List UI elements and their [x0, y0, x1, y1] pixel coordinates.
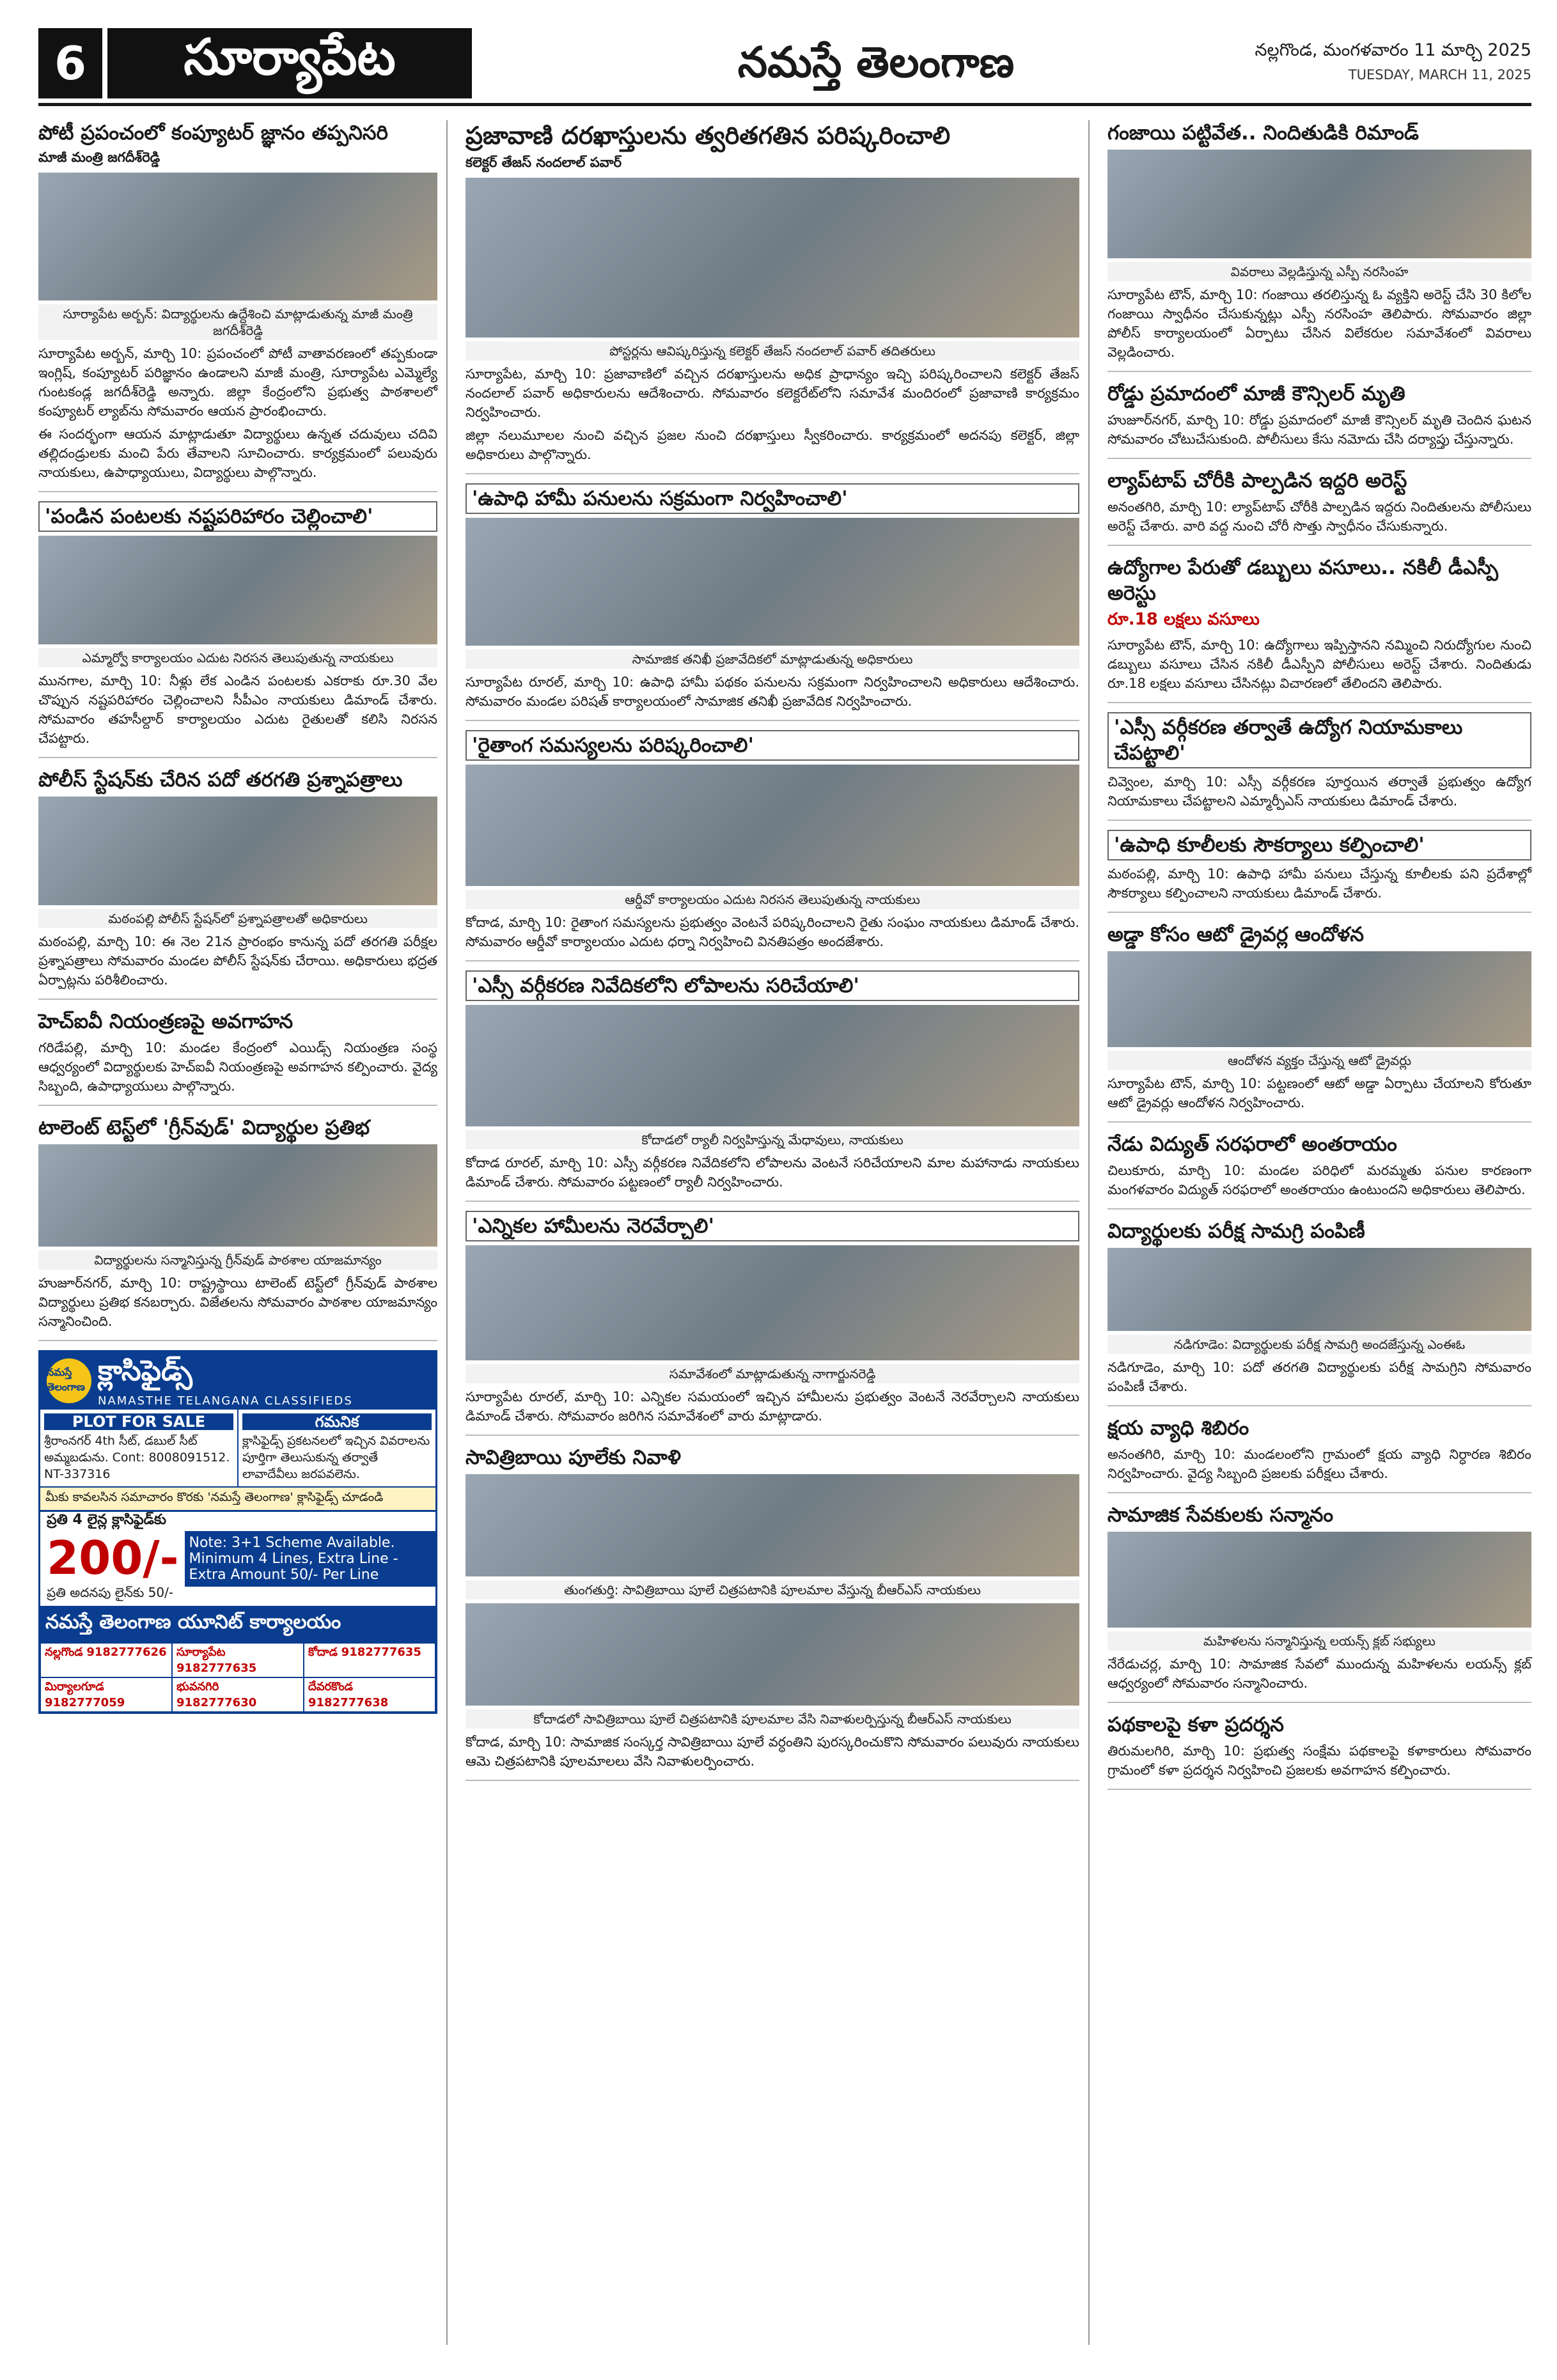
notice-text: క్లాసిఫైడ్స్ ప్రకటనలలో ఇచ్చిన వివరాలను పూర్తిగా తెలుసుకున్న తర్వాతే లావాదేవీలు జరపవలెను.	[242, 1434, 430, 1481]
story-tb-camp	[1107, 1415, 1531, 1493]
story-text: సూర్యాపేట, మార్చి 10: ప్రజావాణిలో వచ్చిన దరఖాస్తులను అధిక ప్రాధాన్యం ఇచ్చి పరిష్కరించాలని కలెక్టర్ తేజస్ నందలాల్ పవార్ అధికారులను ఆదేశించారు. సోమవారం కలెక్టరేట్‌లోని సమావేశ మందిరంలో ప్రజావాణి కార్యక్రమం నిర్వహించారు.	[466, 366, 1079, 420]
story-text: సూర్యాపేట రూరల్, మార్చి 10: ఉపాధి హామీ పథకం పనులను సక్రమంగా నిర్వహించాలని అధికారులు ఆదేశించారు. సోమవారం మండల పరిషత్ కార్యాలయంలో సామాజిక తనిఖీ ప్రజావేదిక నిర్వహించారు.	[466, 674, 1079, 709]
photo-caption: పోస్టర్లను ఆవిష్కరిస్తున్న కలెక్టర్ తేజస్ నందలాల్ పవార్ తదితరులు	[466, 341, 1079, 361]
newspaper-brand: నమస్తే తెలంగాణ	[737, 38, 1015, 87]
story-photo	[466, 518, 1079, 646]
story-text: నేరేడుచర్ల, మార్చి 10: సామాజిక సేవలో ముందున్న మహిళలను లయన్స్ క్లబ్ ఆధ్వర్యంలో సోమవారం సన్మానించారు.	[1107, 1656, 1531, 1691]
story-text: గరిడేపల్లి, మార్చి 10: మండల కేంద్రంలో ఎయిడ్స్ నియంత్రణ సంస్థ ఆధ్వర్యంలో విద్యార్థులకు హెచ్‌ఐవీ నియంత్రణపై అవగాహన కల్పించారు. వైద్య సిబ్బంది, ఉపాధ్యాయులు పాల్గొన్నారు.	[38, 1040, 437, 1094]
headline: హెచ్‌ఐవీ నియంత్రణపై అవగాహన	[38, 1010, 293, 1033]
headline: టాలెంట్ టెస్ట్‌లో 'గ్రీన్‌వుడ్' విద్యార్థుల ప్రతిభ	[38, 1116, 370, 1139]
headline: 'పండిన పంటలకు నష్టపరిహారం చెల్లించాలి'	[38, 501, 437, 532]
notice-box	[239, 1410, 435, 1486]
story-photo	[38, 173, 437, 300]
phone-number: 9182777635	[341, 1645, 421, 1659]
story-text: ఈ సందర్భంగా ఆయన మాట్లాడుతూ విద్యార్థులు ఉన్నత చదువులు చదివి తల్లిదండ్రులకు మంచి పేరు తేవాలని సూచించారు. కార్యక్రమంలో పలువురు నాయకులు, ఉపాధ్యాయులు, విద్యార్థులు పాల్గొన్నారు.	[38, 426, 437, 480]
phone-number: 9182777059	[45, 1696, 125, 1709]
headline: 'ఉపాధి హామీ పనులను సక్రమంగా నిర్వహించాలి'	[466, 483, 1079, 514]
story-fake-dsp	[1107, 555, 1531, 703]
classifieds-subtitle: NAMASTHE TELANGANA CLASSIFIEDS	[98, 1394, 353, 1408]
photo-caption: కోదాడలో సావిత్రిబాయి పూలే చిత్రపటానికి పూలమాల వేసి నివాళులర్పిస్తున్న బీఆర్‌ఎస్ నాయకులు	[466, 1709, 1079, 1729]
headline: ప్రజావాణి దరఖాస్తులను త్వరితగతిన పరిష్కరించాలి	[466, 121, 951, 150]
story-text: సూర్యాపేట రూరల్, మార్చి 10: ఎన్నికల సమయంలో ఇచ్చిన హామీలను ప్రభుత్వం వెంటనే నెరవేర్చాలని నాయకులు డిమాండ్ చేశారు. సోమవారం జరిగిన సమావేశంలో వారు మాట్లాడారు.	[466, 1389, 1079, 1424]
story-text: సూర్యాపేట టౌన్, మార్చి 10: ఉద్యోగాలు ఇప్పిస్తానని నమ్మించి నిరుద్యోగుల నుంచి డబ్బులు వసూలు చేసిన నకిలీ డీఎస్పీని పోలీసులు అరెస్ట్ చేశారు. నిందితుడు రూ.18 లక్షలు వసూలు చేసినట్లు విచారణలో తేలిందని తెలిపారు.	[1107, 637, 1531, 691]
headline: 'ఎస్సీ వర్గీకరణ తర్వాతే ఉద్యోగ నియామకాలు చేపట్టాలి'	[1107, 712, 1531, 768]
story-text: జిల్లా నలుమూలల నుంచి వచ్చిన ప్రజల నుంచి దరఖాస్తులు స్వీకరించారు. కార్యక్రమంలో అదనపు కలెక్టర్, జిల్లా అధికారులు పాల్గొన్నారు.	[466, 428, 1079, 462]
rate-amount: 200/-	[47, 1531, 179, 1585]
story-text: కోదాడ రూరల్, మార్చి 10: ఎస్సీ వర్గీకరణ నివేదికలోని లోపాలను వెంటనే సరిచేయాలని మాల మహానాడు నాయకులు డిమాండ్ చేశారు. సోమవారం పట్టణంలో ర్యాలీ నిర్వహించారు.	[466, 1155, 1079, 1190]
photo-caption: మఠంపల్లి పోలీస్ స్టేషన్‌లో ప్రశ్నాపత్రాలతో అధికారులు	[38, 909, 437, 928]
story-upadhi-hami	[466, 483, 1079, 721]
story-text: అనంతగిరి, మార్చి 10: ల్యాప్‌టాప్ చోరీకి పాల్పడిన ఇద్దరు నిందితులను పోలీసులు అరెస్ట్ చేశారు. వారి వద్ద నుంచి చోరీ సొత్తు స్వాధీనం చేసుకున్నారు.	[1107, 499, 1531, 534]
photo-caption: విద్యార్థులను సన్మానిస్తున్న గ్రీన్‌వుడ్ పాఠశాల యాజమాన్యం	[38, 1250, 437, 1270]
plot-for-sale-ad	[40, 1410, 239, 1486]
story-text: కోదాడ, మార్చి 10: రైతాంగ సమస్యలను ప్రభుత్వం వెంటనే పరిష్కరించాలని రైతు సంఘం నాయకులు డిమాండ్ చేశారు. సోమవారం ఆర్డీవో కార్యాలయం ఎదుట ధర్నా నిర్వహించి వినతిపత్రం అందజేశారు.	[466, 915, 1079, 949]
photo-caption: ఆర్డీవో కార్యాలయం ఎదుట నిరసన తెలుపుతున్న నాయకులు	[466, 890, 1079, 909]
story-photo	[1107, 1248, 1531, 1331]
plot-tag: PLOT FOR SALE	[44, 1413, 233, 1430]
headline: గంజాయి పట్టివేత.. నిందితుడికి రిమాండ్	[1107, 121, 1419, 144]
phone-number: 9182777630	[176, 1696, 257, 1709]
story-photo	[466, 1474, 1079, 1576]
masthead	[38, 24, 1531, 106]
phone-entry: మిర్యాలగూడ 9182777059	[40, 1677, 172, 1712]
story-computer-knowledge	[38, 120, 437, 492]
story-laptop-theft	[1107, 468, 1531, 546]
photo-caption: ఎమ్మార్వో కార్యాలయం ఎదుట నిరసన తెలుపుతున్న నాయకులు	[38, 648, 437, 667]
rate-label: ప్రతి 4 లైన్ల క్లాసిఫైడ్‌కు	[47, 1512, 167, 1528]
story-text: హుజూర్‌నగర్, మార్చి 10: రోడ్డు ప్రమాదంలో మాజీ కౌన్సిలర్ మృతి చెందిన ఘటన సోమవారం చోటుచేసుకుంది. పోలీసులు కేసు నమోదు చేసి దర్యాప్తు చేస్తున్నారు.	[1107, 412, 1531, 447]
story-photo	[466, 1005, 1079, 1126]
photo-caption: వివరాలు వెల్లడిస్తున్న ఎస్పీ నరసింహ	[1107, 262, 1531, 281]
photo-caption: మహిళలను సన్మానిస్తున్న లయన్స్ క్లబ్ సభ్యులు	[1107, 1631, 1531, 1651]
story-text: అనంతగిరి, మార్చి 10: మండలంలోని గ్రామంలో క్షయ వ్యాధి నిర్ధారణ శిబిరం నిర్వహించారు. వైద్య సిబ్బంది ప్రజలకు పరీక్షలు చేశారు.	[1107, 1447, 1531, 1481]
column-right	[1099, 120, 1531, 2345]
story-exam-material	[1107, 1218, 1531, 1406]
classifieds-ad	[38, 1350, 437, 1714]
story-hiv-awareness	[38, 1009, 437, 1106]
headline: విద్యార్థులకు పరీక్ష సామగ్రి పంపిణీ	[1107, 1220, 1365, 1243]
story-text: నడిగూడెం, మార్చి 10: పదో తరగతి విద్యార్థులకు పరీక్ష సామగ్రిని సోమవారం పంపిణీ చేశారు.	[1107, 1360, 1531, 1394]
story-text: మఠంపల్లి, మార్చి 10: ఈ నెల 21న ప్రారంభం కానున్న పదో తరగతి పరీక్షల ప్రశ్నాపత్రాలు సోమవారం మండల పోలీస్ స్టేషన్‌కు చేరాయి. అధికారులు భద్రత ఏర్పాట్లను పరిశీలించారు.	[38, 934, 437, 988]
headline: పోటీ ప్రపంచంలో కంప్యూటర్ జ్ఞానం తప్పనిసరి	[38, 121, 388, 144]
story-photo	[466, 765, 1079, 886]
story-text: సూర్యాపేట అర్బన్, మార్చి 10: ప్రపంచంలో పోటీ వాతావరణంలో తప్పకుండా ఇంగ్లిష్, కంప్యూటర్ పరిజ్ఞానం ఉండాలని మాజీ మంత్రి, సూర్యాపేట ఎమ్మెల్యే గుంటకండ్ల జగదీశ్‌రెడ్డి అన్నారు. జిల్లా కేంద్రంలోని ప్రభుత్వ పాఠశాలలో కంప్యూటర్ ల్యాబ్‌ను సోమవారం ఆయన ప్రారంభించారు.	[38, 346, 437, 419]
story-text: మునగాల, మార్చి 10: నీళ్లు లేక ఎండిన పంటలకు ఎకరాకు రూ.30 వేల చొప్పున నష్టపరిహారం చెల్లించాలని సీపీఎం నాయకులు డిమాండ్ చేశారు. సోమవారం తహసీల్దార్ కార్యాలయం ఎదుట రైతులతో కలిసి నిరసన చేపట్టారు.	[38, 673, 437, 746]
section-title: సూర్యాపేట	[107, 28, 472, 98]
rate-extra: ప్రతి అదనపు లైన్‌కు 50/-	[47, 1585, 174, 1600]
headline: 'ఎన్నికల హామీలను నెరవేర్చాలి'	[466, 1211, 1079, 1241]
column-left	[38, 120, 448, 2345]
headline: రోడ్డు ప్రమాదంలో మాజీ కౌన్సిలర్ మృతి	[1107, 382, 1405, 405]
headline: ఉద్యోగాల పేరుతో డబ్బులు వసూలు.. నకిలీ డీఎస్పీ అరెస్టు	[1107, 556, 1498, 605]
column-middle	[457, 120, 1090, 2345]
story-text: సూర్యాపేట టౌన్, మార్చి 10: పట్టణంలో ఆటో అడ్డా ఏర్పాటు చేయాలని కోరుతూ ఆటో డ్రైవర్లు ఆందోళన నిర్వహించారు.	[1107, 1076, 1531, 1110]
photo-caption: కోదాడలో ర్యాలీ నిర్వహిస్తున్న మేధావులు, నాయకులు	[466, 1130, 1079, 1149]
office-phones	[40, 1643, 435, 1712]
newspaper-logo-icon: నమస్తే తెలంగాణ	[47, 1358, 91, 1403]
dateline	[1173, 38, 1531, 87]
phone-number: 9182777626	[86, 1645, 167, 1659]
story-election-promises	[466, 1211, 1079, 1436]
headline: 'ఉపాధి కూలీలకు సౌకర్యాలు కల్పించాలి'	[1107, 830, 1531, 860]
story-photo	[466, 1245, 1079, 1360]
story-auto-drivers	[1107, 922, 1531, 1123]
story-art-show	[1107, 1712, 1531, 1790]
story-text: కోదాడ, మార్చి 10: సామాజిక సంస్కర్త సావిత్రిబాయి పూలే వర్ధంతిని పురస్కరించుకొని సోమవారం పలువురు నాయకులు ఆమె చిత్రపటానికి పూలమాలలు వేసి నివాళులర్పించారు.	[466, 1734, 1079, 1769]
phone-entry: కోదాడ 9182777635	[304, 1643, 435, 1677]
headline: పథకాలపై కళా ప్రదర్శన	[1107, 1713, 1284, 1736]
subheadline: రూ.18 లక్షలు వసూలు	[1107, 610, 1260, 629]
phone-entry: భువనగిరి 9182777630	[172, 1677, 304, 1712]
phone-entry: నల్లగొండ 9182777626	[40, 1643, 172, 1677]
story-savitribai	[466, 1445, 1079, 1781]
story-photo	[38, 1144, 437, 1247]
headline: పోలీస్ స్టేషన్‌కు చేరిన పదో తరగతి ప్రశ్నాపత్రాలు	[38, 768, 403, 791]
story-sc-classification	[466, 970, 1079, 1202]
story-sc-jobs	[1107, 712, 1531, 821]
classifieds-header	[40, 1352, 435, 1410]
story-text: చిలుకూరు, మార్చి 10: మండల పరిధిలో మరమ్మతు పనుల కారణంగా మంగళవారం విద్యుత్ సరఫరాలో అంతరాయం ఉంటుందని అధికారులు తెలిపారు.	[1107, 1163, 1531, 1197]
headline: క్షయ వ్యాధి శిబిరం	[1107, 1417, 1249, 1440]
story-photo	[38, 536, 437, 644]
story-prajavani	[466, 120, 1079, 474]
story-ganja-seizure	[1107, 120, 1531, 372]
phone-entry: సూర్యాపేట 9182777635	[172, 1643, 304, 1677]
byline: మాజీ మంత్రి జగదీశ్‌రెడ్డి	[38, 150, 160, 165]
classifieds-grid	[40, 1410, 435, 1486]
date-english: TUESDAY, MARCH 11, 2025	[1348, 67, 1531, 82]
story-crop-compensation	[38, 501, 437, 758]
phone-entry: దేవరకొండ 9182777638	[304, 1677, 435, 1712]
classifieds-promo: మీకు కావలసిన సమాచారం కొరకు 'నమస్తే తెలంగాణ' క్లాసిఫైడ్స్ చూడండి	[40, 1486, 435, 1510]
story-question-papers	[38, 767, 437, 1000]
phone-number: 9182777638	[308, 1696, 389, 1709]
photo-caption: సమావేశంలో మాట్లాడుతున్న నాగార్జునరెడ్డి	[466, 1364, 1079, 1383]
plot-text: శ్రీరాంనగర్ 4th సీట్, డబుల్ సీట్ అమ్మబడును. Cont: 8008091512. NT-337316	[44, 1434, 230, 1481]
rate-row	[40, 1510, 435, 1606]
headline: ల్యాప్‌టాప్ చోరీకి పాల్పడిన ఇద్దరి అరెస్ట్	[1107, 469, 1407, 492]
headline: 'రైతాంగ సమస్యలను పరిష్కరించాలి'	[466, 730, 1079, 761]
story-photo	[38, 797, 437, 905]
byline: కలెక్టర్ తేజస్ నందలాల్ పవార్	[466, 155, 622, 170]
photo-caption: సూర్యాపేట అర్బన్: విద్యార్థులను ఉద్దేశించి మాట్లాడుతున్న మాజీ మంత్రి జగదీశ్‌రెడ్డి	[38, 304, 437, 340]
page-number: 6	[38, 28, 102, 98]
photo-caption: నడిగూడెం: విద్యార్థులకు పరీక్ష సామగ్రి అందజేస్తున్న ఎంఈఓ	[1107, 1335, 1531, 1354]
story-text: చివ్వెంల, మార్చి 10: ఎస్సీ వర్గీకరణ పూర్తయిన తర్వాతే ప్రభుత్వం ఉద్యోగ నియామకాలు చేపట్టాలని ఎమ్మార్పీఎస్ నాయకులు డిమాండ్ చేశారు.	[1107, 774, 1531, 809]
story-power-cut	[1107, 1132, 1531, 1209]
story-photo	[1107, 150, 1531, 258]
story-photo	[466, 1603, 1079, 1706]
story-text: మఠంపల్లి, మార్చి 10: ఉపాధి హామీ పనులు చేస్తున్న కూలీలకు పని ప్రదేశాల్లో సౌకర్యాలు కల్పించాలని నాయకులు డిమాండ్ చేశారు.	[1107, 866, 1531, 901]
headline: సామాజిక సేవకులకు సన్మానం	[1107, 1504, 1334, 1527]
headline: అడ్డా కోసం ఆటో డ్రైవర్ల ఆందోళన	[1107, 923, 1365, 946]
story-photo	[1107, 951, 1531, 1047]
story-talent-test	[38, 1115, 437, 1341]
story-social-workers	[1107, 1502, 1531, 1703]
date-telugu: నల్లగొండ, మంగళవారం 11 మార్చి 2025	[1255, 40, 1531, 60]
phone-number: 9182777635	[176, 1661, 257, 1675]
story-photo	[466, 178, 1079, 338]
headline: సావిత్రిబాయి పూలేకు నివాళి	[466, 1446, 681, 1469]
notice-tag: గమనిక	[242, 1413, 432, 1430]
photo-caption: ఆందోళన వ్యక్తం చేస్తున్న ఆటో డ్రైవర్లు	[1107, 1051, 1531, 1070]
scheme-note: Note: 3+1 Scheme Available. Minimum 4 Lines, Extra Line - Extra Amount 50/- Per Line	[185, 1531, 435, 1587]
classifieds-title: క్లాసిఫైడ్స్	[98, 1354, 192, 1387]
story-photo	[1107, 1532, 1531, 1628]
story-farmer-issues	[466, 730, 1079, 961]
story-upadhi-facilities	[1107, 830, 1531, 913]
headline: నేడు విద్యుత్ సరఫరాలో అంతరాయం	[1107, 1133, 1397, 1156]
headline: 'ఎస్సీ వర్గీకరణ నివేదికలోని లోపాలను సరిచేయాలి'	[466, 970, 1079, 1001]
photo-caption: సామాజిక తనిఖీ ప్రజావేదికలో మాట్లాడుతున్న అధికారులు	[466, 649, 1079, 669]
story-text: హుజూర్‌నగర్, మార్చి 10: రాష్ట్రస్థాయి టాలెంట్ టెస్ట్‌లో గ్రీన్‌వుడ్ పాఠశాల విద్యార్థులు ప్రతిభ కనబర్చారు. విజేతలను సోమవారం పాఠశాల యాజమాన్యం సన్మానించింది.	[38, 1275, 437, 1329]
story-road-accident	[1107, 381, 1531, 459]
story-text: సూర్యాపేట టౌన్, మార్చి 10: గంజాయి తరలిస్తున్న ఓ వ్యక్తిని అరెస్ట్ చేసి 30 కిలోల గంజాయి స్వాధీనం చేసుకున్నట్లు ఎస్పీ నరసింహ తెలిపారు. సోమవారం జిల్లా పోలీస్ కార్యాలయంలో ఏర్పాటు చేసిన విలేకరుల సమావేశంలో వివరాలు వెల్లడించారు.	[1107, 287, 1531, 360]
story-text: తిరుమలగిరి, మార్చి 10: ప్రభుత్వ సంక్షేమ పథకాలపై కళాకారులు సోమవారం గ్రామంలో కళా ప్రదర్శన నిర్వహించి ప్రజలకు అవగాహన కల్పించారు.	[1107, 1743, 1531, 1778]
office-title: నమస్తే తెలంగాణ యూనిట్ కార్యాలయం	[40, 1606, 435, 1643]
photo-caption: తుంగతుర్తి: సావిత్రిబాయి పూలే చిత్రపటానికి పూలమాల వేస్తున్న బీఆర్‌ఎస్ నాయకులు	[466, 1580, 1079, 1599]
